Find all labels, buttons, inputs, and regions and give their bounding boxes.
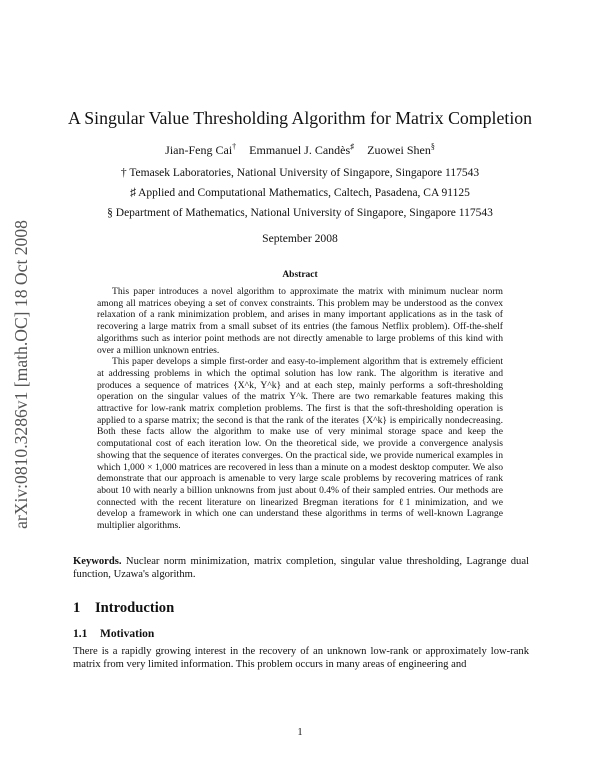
author-name: Zuowei Shen [367, 143, 431, 157]
keywords-text: Nuclear norm minimization, matrix completion, singular value thresholding, Lagrange dual function, Uzawa's algorithm. [73, 556, 529, 581]
affiliation-caltech: ♯ Applied and Computational Mathematics, Caltech, Pasadena, CA 91125 [130, 187, 470, 199]
author-affiliation-mark: § [430, 142, 435, 151]
keywords-label: Keywords. [73, 556, 122, 567]
subsection-title: Motivation [100, 628, 155, 640]
author-affiliation-mark: † [232, 142, 237, 151]
section-heading [73, 599, 174, 617]
author-name: Jian-Feng Cai [165, 143, 233, 157]
subsection-number: 1.1 [73, 628, 88, 640]
author-affiliation-mark: ♯ [350, 142, 355, 151]
arxiv-identifier-stamp [1, 184, 41, 564]
author-name: Emmanuel J. Candès [249, 143, 351, 157]
author [249, 139, 354, 158]
abstract-heading: Abstract [282, 270, 318, 280]
author [165, 139, 236, 158]
abstract-paragraph: This paper introduces a novel algorithm to approximate the matrix with minimum nuclear norm among all matrices obeying a set of convex constraints. This problem may be understood as the convex relaxation of a rank minimization problem, and arises in many important applications as in the task of recovering a large matrix from a small subset of its entries (the famous Netflix problem). Off-the-shelf algorithms such as interior point methods are not directly amenable to large problems of this kind with over a million unknown entries. [97, 286, 503, 356]
section-title: Introduction [95, 600, 175, 616]
abstract-paragraph: This paper develops a simple first-order and easy-to-implement algorithm that is extremely efficient at addressing problems in which the optimal solution has low rank. The algorithm is iterative and produces a sequence of matrices {X^k, Y^k} and at each step, mainly performs a soft-thresholding operation on the singular values of the matrix Y^k. There are two remarkable features making this attractive for low-rank matrix completion problems. The first is that the soft-thresholding operation is applied to a sparse matrix; the second is that the rank of the iterates {X^k} is empirically nondecreasing. Both these facts allow the algorithm to make use of very minimal storage space and keep the computational cost of each iteration low. On the theoretical side, we provide a convergence analysis showing that the sequence of iterates converges. On the practical side, we provide numerical examples in which 1,000 × 1,000 matrices are recovered in less than a minute on a modest desktop computer. We also demonstrate that our approach is amenable to very large scale problems by recovering matrices of rank about 10 with nearly a billion unknowns from just about 0.4% of their sampled entries. Our methods are connected with the recent literature on linearized Bregman iterations for ℓ1 minimization, and we develop a framework in which one can understand these algorithms in terms of well-known Lagrange multiplier algorithms. [97, 356, 503, 532]
affiliation-nus-math: § Department of Mathematics, National University of Singapore, Singapore 117543 [107, 207, 493, 219]
arxiv-identifier-text: arXiv:0810.3286v1 [math.OC] 18 Oct 2008 [10, 219, 31, 529]
page-number: 1 [297, 727, 303, 738]
section-number: 1 [73, 600, 81, 616]
subsection-heading [73, 627, 154, 641]
affiliation-temasek: † Temasek Laboratories, National University of Singapore, Singapore 117543 [120, 167, 480, 179]
abstract-body [97, 286, 503, 532]
keywords [73, 555, 529, 581]
author-list [150, 139, 450, 158]
author [367, 139, 435, 158]
paper-title: A Singular Value Thresholding Algorithm for Matrix Completion [67, 108, 533, 128]
publication-date: September 2008 [262, 232, 338, 245]
body-paragraph: There is a rapidly growing interest in the recovery of an unknown low-rank or approximately low-rank matrix from very limited information. This problem occurs in many areas of engineering and [73, 646, 529, 671]
